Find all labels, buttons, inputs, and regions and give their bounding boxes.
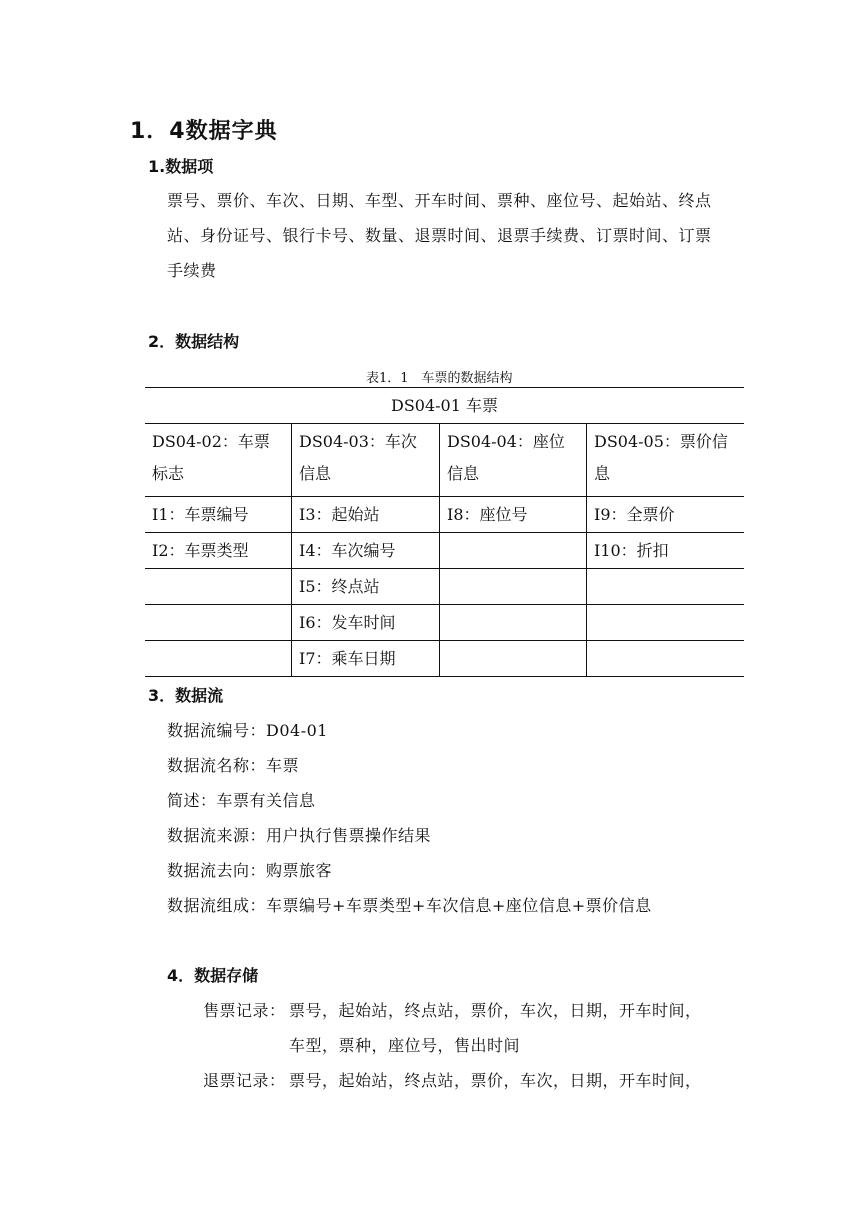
table-cell: I6：发车时间 — [292, 605, 440, 641]
table-cell — [587, 569, 745, 605]
section-3-title: 3．数据流 — [148, 686, 224, 705]
table-cell: I4：车次编号 — [292, 533, 440, 569]
refund-record-label: 退票记录： — [203, 1071, 286, 1090]
sale-record-label: 售票记录： — [203, 1001, 286, 1020]
section-1-title: 1.数据项 — [148, 157, 214, 176]
dataflow-line: 数据流去向：购票旅客 — [167, 861, 333, 880]
table-header-cell: DS04-02：车票标志 — [145, 424, 292, 497]
table-cell — [440, 569, 587, 605]
table-cell: I5：终点站 — [292, 569, 440, 605]
section-4-title: 4．数据存储 — [167, 966, 259, 985]
table-cell — [587, 641, 745, 677]
table-row — [145, 569, 744, 605]
table-cell — [145, 605, 292, 641]
dataflow-line: 数据流来源：用户执行售票操作结果 — [167, 826, 432, 845]
dataflow-line: 简述：车票有关信息 — [167, 791, 316, 810]
table-cell: I1：车票编号 — [145, 497, 292, 533]
data-items-line-2: 站、身份证号、银行卡号、数量、退票时间、退票手续费、订票时间、订票 — [167, 226, 712, 245]
table-cell: I8：座位号 — [440, 497, 587, 533]
table-cell: I7：乘车日期 — [292, 641, 440, 677]
table-title: DS04-01 车票 — [145, 388, 744, 424]
dataflow-line: 数据流名称：车票 — [167, 756, 300, 775]
table-cell: I10：折扣 — [587, 533, 745, 569]
sale-record-fields-2: 车型，票种，座位号，售出时间 — [289, 1036, 521, 1055]
dataflow-line: 数据流组成：车票编号+车票类型+车次信息+座位信息+票价信息 — [167, 896, 652, 915]
page-title: 1．4数据字典 — [130, 119, 278, 144]
table-cell — [440, 533, 587, 569]
table-header-cell: DS04-04：座位信息 — [440, 424, 587, 497]
table-row — [145, 605, 744, 641]
section-2-title: 2．数据结构 — [148, 332, 240, 351]
table-row — [145, 497, 744, 533]
table-row — [145, 641, 744, 677]
table-cell: I2：车票类型 — [145, 533, 292, 569]
table-cell — [145, 641, 292, 677]
table-cell — [440, 641, 587, 677]
data-items-line-3: 手续费 — [167, 261, 217, 280]
table-header-cell: DS04-03：车次信息 — [292, 424, 440, 497]
data-items-line-1: 票号、票价、车次、日期、车型、开车时间、票种、座位号、起始站、终点 — [167, 191, 712, 210]
table-cell: I3：起始站 — [292, 497, 440, 533]
table-cell: I9：全票价 — [587, 497, 745, 533]
refund-record-fields-1: 票号，起始站，终点站，票价，车次，日期，开车时间， — [289, 1071, 702, 1090]
table-caption: 表1．1 车票的数据结构 — [366, 371, 513, 386]
table-cell — [587, 605, 745, 641]
sale-record-fields-1: 票号，起始站，终点站，票价，车次，日期，开车时间， — [289, 1001, 702, 1020]
table-header-cell: DS04-05：票价信息 — [587, 424, 745, 497]
data-structure-table — [145, 387, 744, 677]
table-cell — [145, 569, 292, 605]
table-cell — [440, 605, 587, 641]
dataflow-line: 数据流编号：D04-01 — [167, 721, 328, 740]
table-row — [145, 533, 744, 569]
